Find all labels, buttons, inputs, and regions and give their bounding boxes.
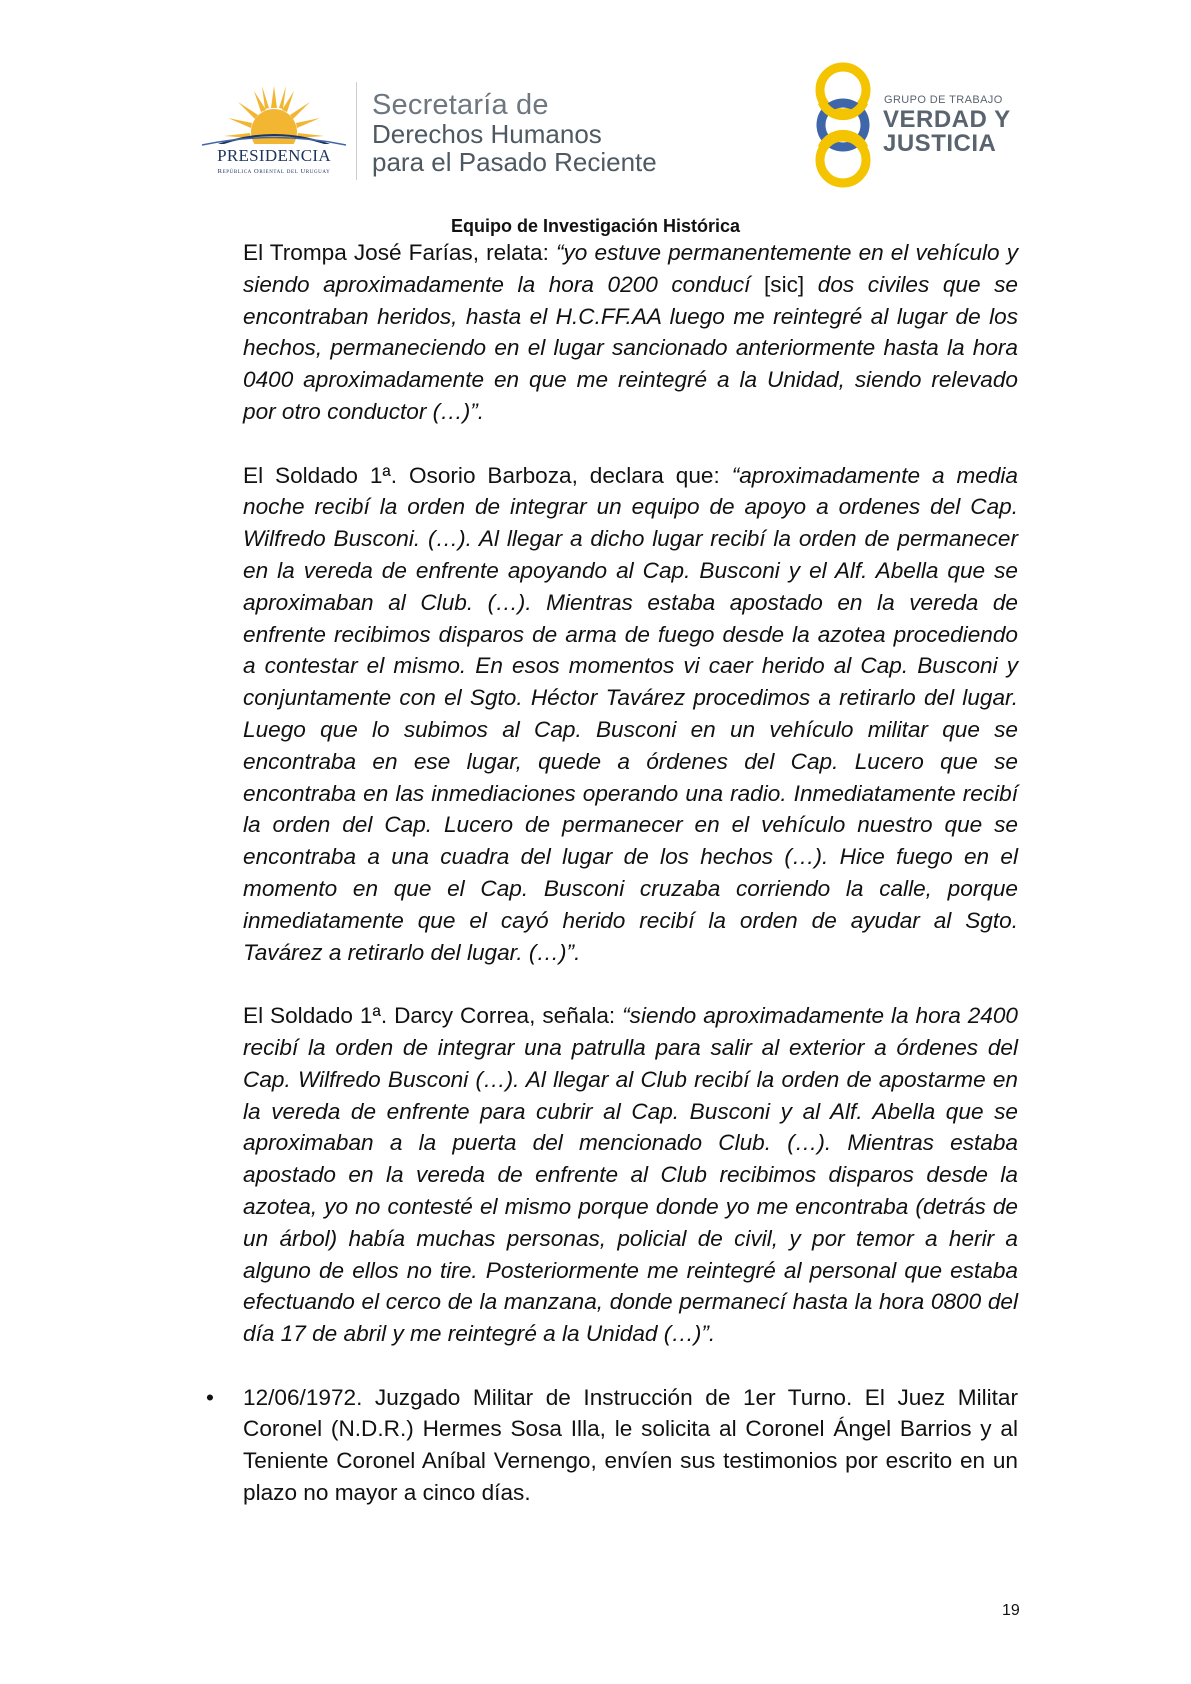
linked-rings-icon: [808, 62, 878, 188]
paragraph-lead: El Trompa José Farías, relata:: [243, 240, 556, 265]
quote-text: dos civiles que se encontraban heridos, hasta el H.C.FF.AA luego me reintegré al lugar de los hechos, permaneciendo en el lugar sancionado anteriormente hasta la hora 0400 aproximadamente en que me reintegré a la Unidad, siendo relevado por otro conductor (…)”.: [243, 271, 1018, 424]
secretaria-line-3: para el Pasado Reciente: [372, 147, 657, 177]
secretaria-line-2: Derechos Humanos: [372, 119, 602, 149]
gvj-small-title: GRUPO DE TRABAJO: [884, 94, 1003, 106]
bullet-marker: •: [206, 1384, 214, 1410]
paragraph-correa: [243, 1000, 1018, 1350]
paragraph-farias: [243, 237, 1018, 428]
paragraph-spacer: [243, 1350, 1018, 1382]
bullet-item-text: 12/06/1972. Juzgado Militar de Instrucción de 1er Turno. El Juez Militar Coronel (N.D.R.) Hermes Sosa Illa, le solicita al Coronel Ángel Barrios y al Teniente Coronel Aníbal Vernengo, envíen sus testimonios por escrito en un plazo no mayor a cinco días.: [243, 1384, 1018, 1506]
quote-text: “yo estuve permanentemente en el vehículo y siendo aproximadamente la hora 0200 conducí: [243, 240, 1018, 297]
quote-text: “siendo aproximadamente la hora 2400 recibí la orden de integrar una patrulla para salir al exterior a órdenes del Cap. Wilfredo Busconi (…). Al llegar al Club recibí la orden de apostarme en la vereda de enfrente para cubrir al Cap. Busconi y al Alf. Abella que se aproximaban a la puerta del mencionado Club. (…). Mientras estaba apostado en la vereda de enfrente al Club recibimos disparos desde la azotea, yo no contesté el mismo porque donde yo me encontraba (detrás de un árbol) había muchas personas, policial de civil, y por temor a herir a alguno de ellos no tire. Posteriormente me reintegré al personal que estaba efectuando el cerco de la manzana, donde permanecí hasta la hora 0800 del día 17 de abril y me reintegré a la Unidad (…)”.: [243, 1003, 1018, 1347]
document-body: [206, 237, 1018, 1509]
bullet-list-item: [206, 1382, 1018, 1509]
team-title: Equipo de Investigación Histórica: [450, 216, 741, 236]
logo-divider: [356, 82, 357, 180]
quote-text: “aproximadamente a media noche recibí la orden de integrar un equipo de apoyo a ordenes del Cap. Wilfredo Busconi. (…). Al llegar a dicho lugar recibí la orden de permanecer en la vereda de enfrente apoyando al Cap. Busconi y el Alf. Abella que se aproximaban al Club. (…). Mientras estaba apostado en la vereda de enfrente recibimos disparos de arma de fuego desde la azotea procediendo a contestar el mismo. En esos momentos vi caer herido al Cap. Busconi y conjuntamente con el Sgto. Héctor Tavárez procedimos a retirarlo del lugar. Luego que lo subimos al Cap. Busconi en un vehículo militar que se encontraba en ese lugar, quede a órdenes del Cap. Lucero que se encontraba en las inmediaciones operando una radio. Inmediatamente recibí la orden del Cap. Lucero de permanecer en el vehículo nuestro que se encontraba a una cuadra del lugar de los hechos (…). Hice fuego en el momento en que el Cap. Busconi cruzaba corriendo la calle, porque inmediatamente que el cayó herido recibí la orden de ayudar al Sgto. Tavárez a retirarlo del lugar. (…)”.: [243, 462, 1018, 965]
paragraph-lead: El Soldado 1ª. Osorio Barboza, declara que:: [243, 462, 732, 488]
secretaria-logo-text: [372, 90, 657, 176]
paragraph-lead: El Soldado 1ª. Darcy Correa, señala:: [243, 1003, 623, 1029]
page-header: [0, 0, 1191, 236]
sic-note: [sic]: [750, 271, 818, 297]
paragraph-spacer: [243, 428, 1018, 460]
presidencia-subtitle: República Oriental del Uruguay: [217, 168, 331, 175]
sun-icon: [196, 82, 352, 152]
presidencia-title: PRESIDENCIA: [217, 146, 331, 165]
verdad-justicia-logo: [808, 62, 1038, 188]
paragraph-barboza: [243, 460, 1018, 969]
secretaria-line-1: Secretaría de: [372, 89, 549, 121]
page-number: 19: [1002, 1602, 1020, 1619]
paragraph-spacer: [243, 968, 1018, 1000]
gvj-title-line-1: VERDAD Y: [883, 106, 1011, 133]
presidencia-logo: [196, 82, 352, 182]
gvj-title-line-2: JUSTICIA: [883, 130, 997, 157]
